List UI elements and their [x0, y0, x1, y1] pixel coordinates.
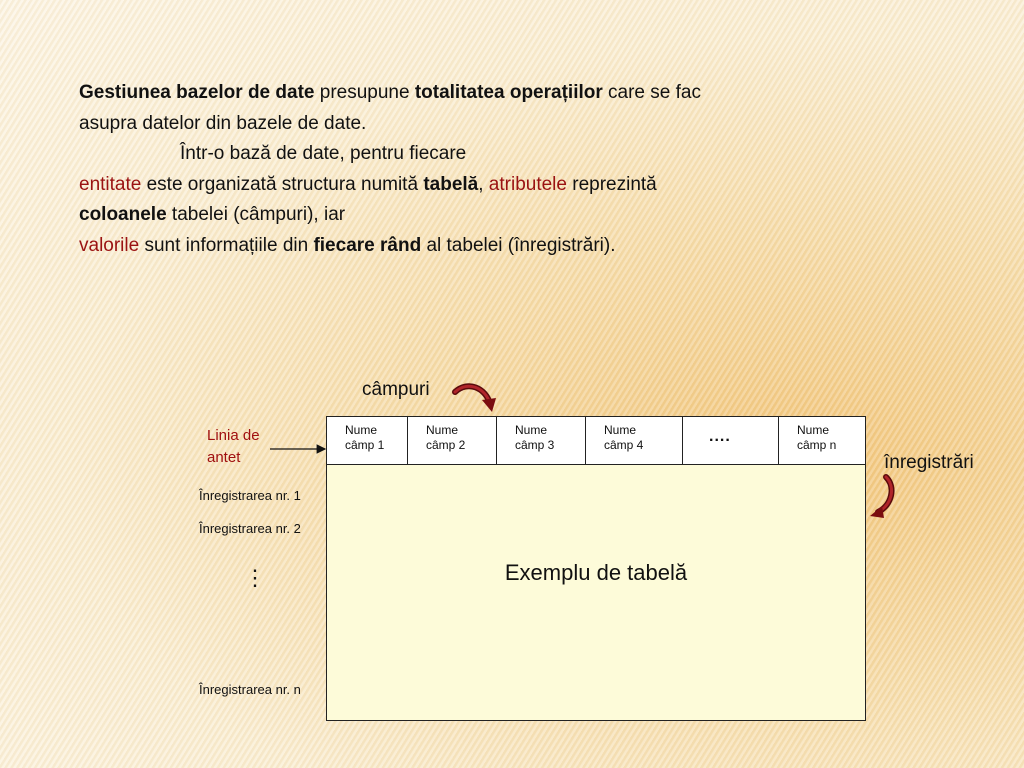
campuri-label: câmpuri	[362, 379, 430, 400]
term-gestiunea: Gestiunea bazelor de date	[79, 82, 315, 103]
term-coloanele: coloanele	[79, 204, 167, 225]
paragraph-line-2: asupra datelor din bazele de date.	[79, 112, 367, 134]
text-segment: reprezintă	[566, 173, 657, 195]
inregistrari-label: înregistrări	[884, 452, 974, 473]
term-tabela: tabelă	[423, 173, 479, 195]
header-cell-3: Nume câmp 3	[497, 417, 586, 464]
term-valorile: valorile	[79, 234, 140, 256]
term-totalitatea: totalitatea operațiilor	[414, 82, 603, 103]
campuri-curved-arrow-icon	[455, 386, 496, 412]
header-cell-4: Nume câmp 4	[586, 417, 683, 464]
term-fiecare-rand: fiecare rând	[313, 234, 422, 256]
text-segment: presupune	[314, 82, 415, 103]
text-segment: al tabelei (înregistrări).	[421, 234, 616, 256]
text-segment: este organizată structura numită	[141, 173, 424, 195]
text-segment: tabelei (câmpuri), iar	[166, 204, 346, 225]
table-title: Exemplu de tabelă	[504, 560, 688, 585]
text-segment: sunt informațiile din	[139, 234, 314, 256]
inregistrari-curved-arrow-icon	[870, 477, 892, 518]
term-atributele: atributele	[488, 173, 567, 195]
text-segment: care se fac	[602, 82, 701, 103]
record-label-n: Înregistrarea nr. n	[199, 682, 301, 697]
text-segment: ,	[478, 173, 489, 195]
example-table	[326, 416, 866, 721]
linia-de-antet-label: Linia de antet	[207, 427, 260, 466]
paragraph-line-3: Într-o bază de date, pentru fiecare	[180, 143, 467, 164]
vertical-ellipsis-icon: ⋮	[244, 565, 266, 590]
header-cell-1: Nume câmp 1	[327, 417, 408, 464]
record-label-2: Înregistrarea nr. 2	[199, 521, 301, 536]
header-cell-n: Nume câmp n	[797, 423, 837, 452]
term-entitate: entitate	[79, 173, 142, 195]
header-cell-2: Nume câmp 2	[408, 417, 497, 464]
table-header-row	[327, 417, 865, 465]
header-cell-ellipsis: ....	[683, 417, 779, 464]
record-label-1: Înregistrarea nr. 1	[199, 488, 301, 503]
